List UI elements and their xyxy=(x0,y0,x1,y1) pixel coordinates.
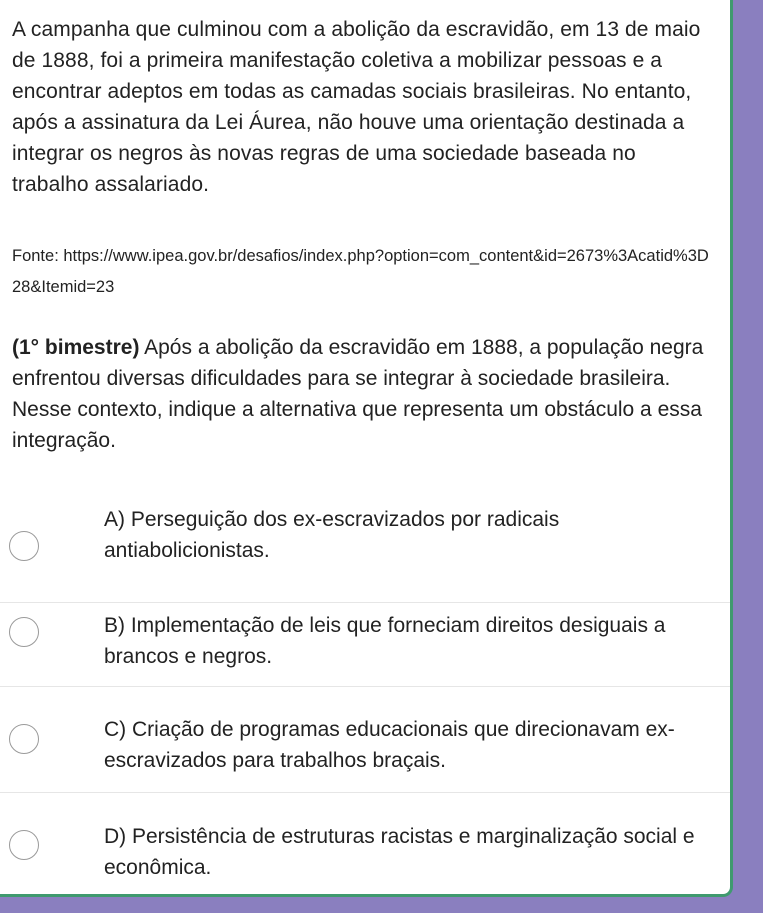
option-b[interactable] xyxy=(0,581,730,687)
radio-c[interactable] xyxy=(9,724,39,754)
passage-text: A campanha que culminou com a abolição da escravidão, em 13 de maio de 1888, foi a primeira manifestação coletiva a mobilizar pessoas e a encontrar adeptos em todas as camadas sociais brasileiras. No entanto, após a assinatura da Lei Áurea, não houve uma orientação destinada a integrar os negros às novas regras de uma sociedade baseada no trabalho assalariado. xyxy=(12,18,701,196)
option-c-label: C) Criação de programas educacionais que direcionavam ex-escravizados para trabalhos braçais. xyxy=(104,718,675,772)
option-d-label: D) Persistência de estruturas racistas e marginalização social e econômica. xyxy=(104,825,695,879)
radio-d[interactable] xyxy=(9,830,39,860)
option-b-label: B) Implementação de leis que forneciam direitos desiguais a brancos e negros. xyxy=(104,614,666,668)
option-d[interactable] xyxy=(0,793,730,899)
radio-b[interactable] xyxy=(9,617,39,647)
radio-a[interactable] xyxy=(9,531,39,561)
question-body: Após a abolição da escravidão em 1888, a população negra enfrentou diversas dificuldades para se integrar à sociedade brasileira. Nesse contexto, indique a alternativa que representa um obstáculo a essa integração. xyxy=(12,336,704,452)
option-c[interactable] xyxy=(0,687,730,793)
option-a-label: A) Perseguição dos ex-escravizados por radicais antiabolicionistas. xyxy=(104,508,560,562)
source-citation xyxy=(12,241,712,303)
question-prefix: (1° bimestre) xyxy=(12,336,140,359)
question-text xyxy=(12,332,712,456)
source-text: Fonte: https://www.ipea.gov.br/desafios/index.php?option=com_content&id=2673%3Acatid%3D28&Itemid=23 xyxy=(12,247,709,296)
